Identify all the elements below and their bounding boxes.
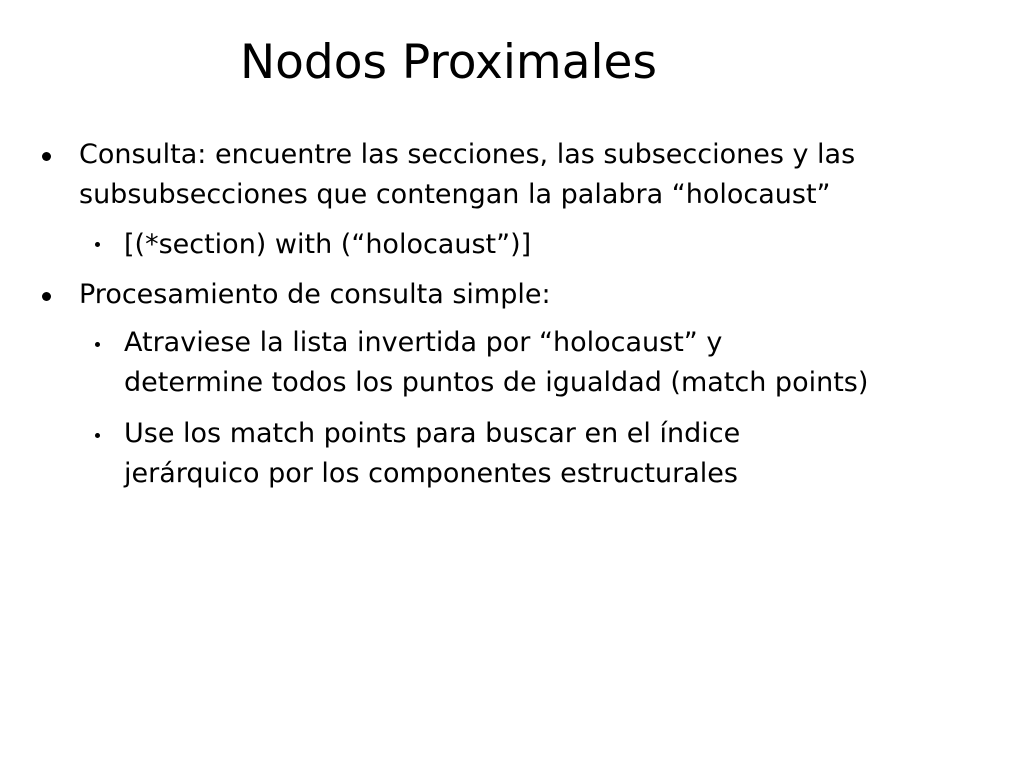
sub-bullet-text-line: [(*section) with (“holocaust”)] bbox=[124, 229, 532, 260]
slide-title: Nodos Proximales bbox=[240, 35, 657, 90]
bullet-text-line: Procesamiento de consulta simple: bbox=[79, 279, 551, 310]
sub-bullet-dot-icon bbox=[95, 433, 100, 438]
bullet-dot-icon bbox=[42, 292, 51, 301]
sub-bullet-text-line: determine todos los puntos de igualdad (match points) bbox=[124, 367, 869, 398]
sub-bullet-dot-icon bbox=[95, 242, 100, 247]
sub-bullet-dot-icon bbox=[95, 342, 100, 347]
sub-bullet-text-line: Atraviese la lista invertida por “holocaust” y bbox=[124, 327, 723, 358]
sub-bullet-text-line: Use los match points para buscar en el índice bbox=[124, 418, 741, 449]
sub-bullet-text-line: jerárquico por los componentes estructurales bbox=[124, 458, 738, 489]
bullet-dot-icon bbox=[42, 152, 51, 161]
bullet-text-line: subsubsecciones que contengan la palabra “holocaust” bbox=[79, 179, 831, 210]
bullet-text-line: Consulta: encuentre las secciones, las subsecciones y las bbox=[79, 139, 856, 170]
